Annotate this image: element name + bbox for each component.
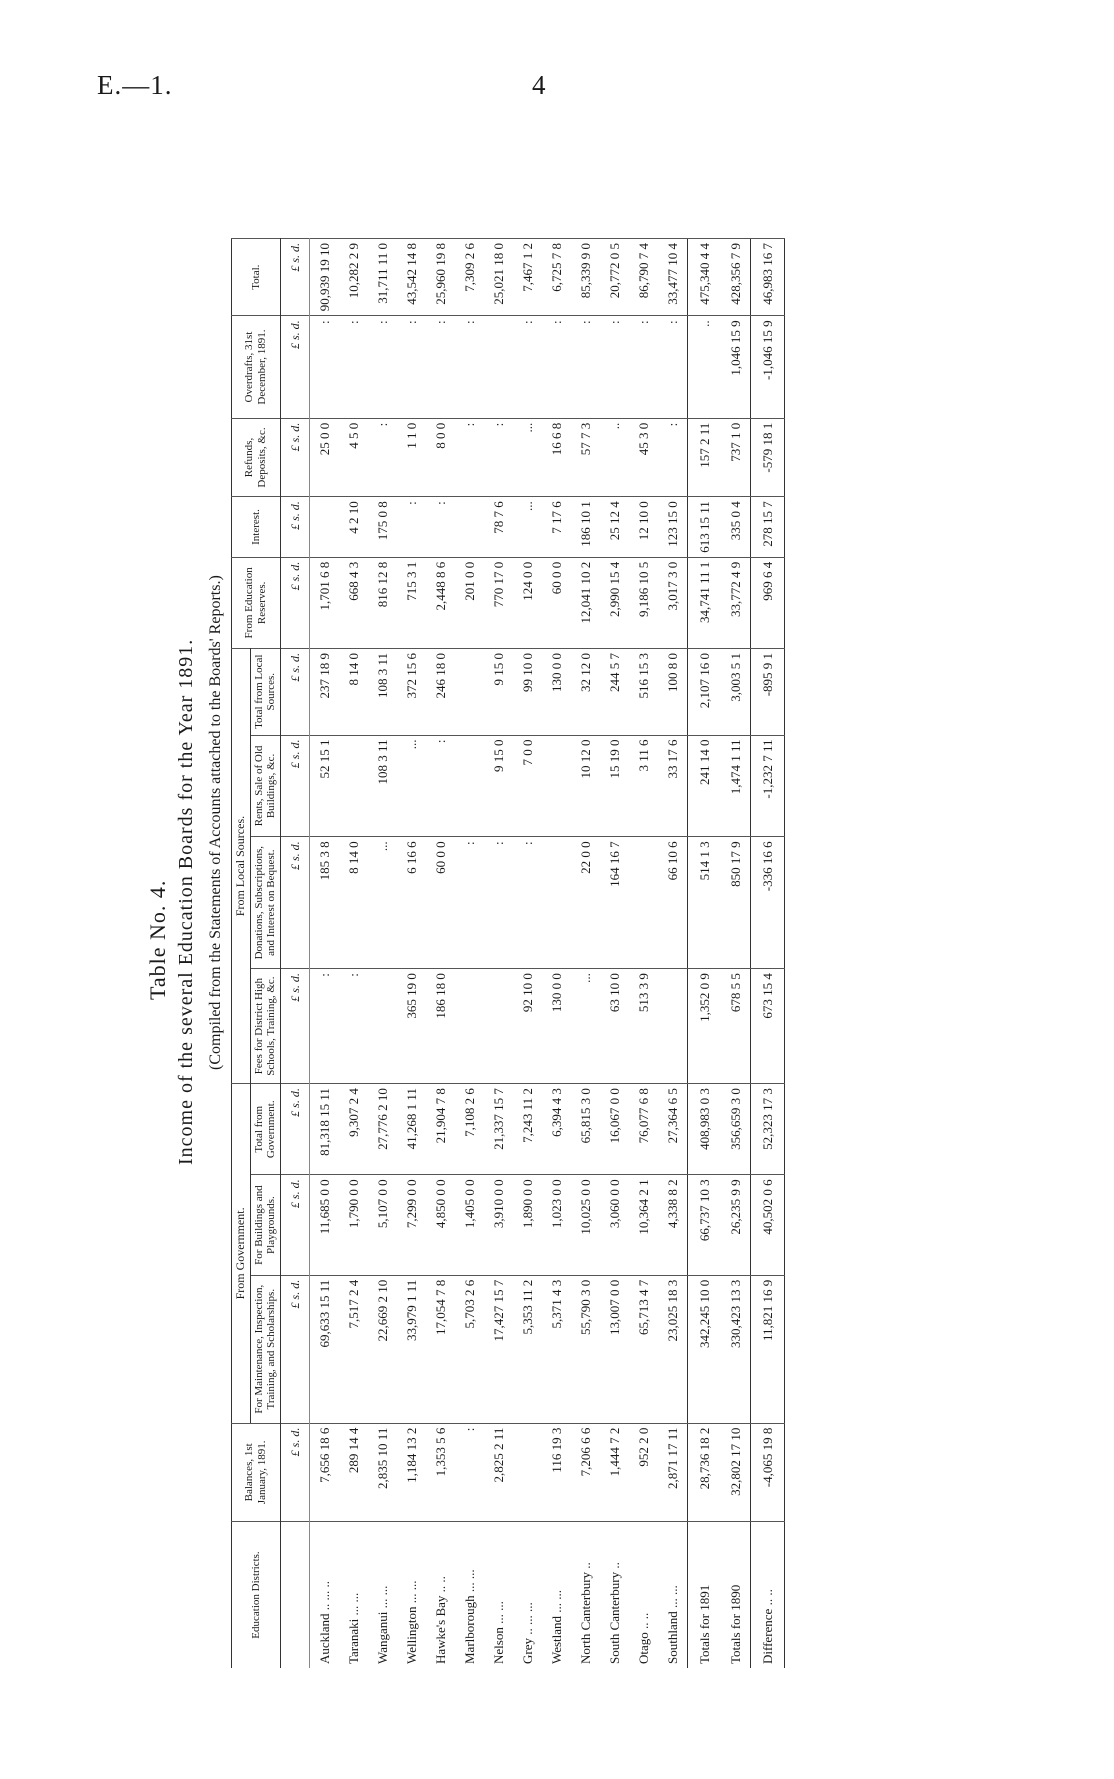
value-cell: 26,235 9 9: [721, 1175, 751, 1275]
col-total: Total.: [232, 239, 281, 316]
value-cell: ...: [397, 735, 426, 837]
table-row: [368, 239, 397, 1669]
col-district: Education Districts.: [232, 1522, 281, 1669]
value-cell: 66,737 10 3: [688, 1175, 722, 1275]
district-name: Westland ... ...: [542, 1522, 571, 1669]
unit-cell: £ s. d.: [281, 1175, 310, 1275]
value-cell: 5,107 0 0: [368, 1175, 397, 1275]
col-overdrafts: Overdrafts, 31st December, 1891.: [232, 316, 281, 418]
value-cell: ...: [513, 497, 542, 558]
page-number: 4: [532, 70, 546, 100]
value-cell: :: [455, 418, 484, 496]
value-cell: 1,701 6 8: [310, 557, 340, 648]
value-cell: 1,352 0 9: [688, 969, 722, 1084]
table-row: [658, 239, 688, 1669]
value-cell: 12 10 0: [629, 497, 658, 558]
value-cell: 16 6 8: [542, 418, 571, 496]
value-cell: 4,338 8 2: [658, 1175, 688, 1275]
value-cell: -1,046 15 9: [751, 316, 785, 418]
value-cell: 186 18 0: [426, 969, 455, 1084]
col-total-local: Total from Local Sources.: [250, 648, 280, 735]
table-row: [455, 239, 484, 1669]
value-cell: :: [658, 418, 688, 496]
value-cell: 27,364 6 5: [658, 1084, 688, 1175]
value-cell: 12,041 10 2: [571, 557, 600, 648]
value-cell: 28,736 18 2: [688, 1423, 722, 1521]
value-cell: 20,772 0 5: [600, 239, 629, 316]
value-cell: [455, 735, 484, 837]
value-cell: :: [484, 837, 513, 969]
value-cell: 10,282 2 9: [339, 239, 368, 316]
value-cell: 8 14 0: [339, 648, 368, 735]
district-name: Grey .. ... ...: [513, 1522, 542, 1669]
unit-cell: £ s. d.: [281, 239, 310, 316]
value-cell: 1,023 0 0: [542, 1175, 571, 1275]
value-cell: 66 10 6: [658, 837, 688, 969]
value-cell: 40,502 0 6: [751, 1175, 785, 1275]
value-cell: 4 5 0: [339, 418, 368, 496]
value-cell: 11,821 16 9: [751, 1275, 785, 1423]
value-cell: [658, 969, 688, 1084]
unit-cell: £ s. d.: [281, 418, 310, 496]
district-name: Otago .. ..: [629, 1522, 658, 1669]
value-cell: :: [426, 735, 455, 837]
value-cell: 246 18 0: [426, 648, 455, 735]
value-cell: 17,427 15 7: [484, 1275, 513, 1423]
value-cell: 356,659 3 0: [721, 1084, 751, 1175]
table-body: [281, 239, 785, 1669]
value-cell: :: [455, 837, 484, 969]
value-cell: [542, 735, 571, 837]
value-cell: 45 3 0: [629, 418, 658, 496]
value-cell: 2,871 17 11: [658, 1423, 688, 1521]
value-cell: :: [368, 418, 397, 496]
table-title: Income of the several Education Boards for the Year 1891.: [175, 638, 197, 1165]
value-cell: ..: [688, 316, 722, 418]
value-cell: 7,243 11 2: [513, 1084, 542, 1175]
district-name: Taranaki ... ...: [339, 1522, 368, 1669]
value-cell: :: [426, 497, 455, 558]
col-buildings: For Buildings and Playgrounds.: [250, 1175, 280, 1275]
value-cell: 1,790 0 0: [339, 1175, 368, 1275]
table-row: [629, 239, 658, 1669]
col-rents: Rents, Sale of Old Buildings, &c.: [250, 735, 280, 837]
value-cell: 241 14 0: [688, 735, 722, 837]
district-name: Hawke's Bay .. ..: [426, 1522, 455, 1669]
value-cell: :: [513, 316, 542, 418]
unit-cell: £ s. d.: [281, 969, 310, 1084]
value-cell: 57 7 3: [571, 418, 600, 496]
value-cell: 7,108 2 6: [455, 1084, 484, 1175]
value-cell: 4 2 10: [339, 497, 368, 558]
value-cell: 46,983 16 7: [751, 239, 785, 316]
table-row: [688, 239, 722, 1669]
value-cell: 3 11 6: [629, 735, 658, 837]
district-name: Nelson ... ...: [484, 1522, 513, 1669]
value-cell: ..: [600, 418, 629, 496]
value-cell: 25,960 19 8: [426, 239, 455, 316]
value-cell: :: [658, 316, 688, 418]
value-cell: -4,065 19 8: [751, 1423, 785, 1521]
table-row: [542, 239, 571, 1669]
value-cell: 715 3 1: [397, 557, 426, 648]
value-cell: :: [629, 316, 658, 418]
value-cell: 4,850 0 0: [426, 1175, 455, 1275]
value-cell: 7 0 0: [513, 735, 542, 837]
value-cell: 3,060 0 0: [600, 1175, 629, 1275]
value-cell: 10,364 2 1: [629, 1175, 658, 1275]
value-cell: :: [310, 969, 340, 1084]
value-cell: 25 0 0: [310, 418, 340, 496]
table-row: [751, 239, 785, 1669]
units-row: [281, 239, 310, 1669]
value-cell: [629, 837, 658, 969]
value-cell: 10,025 0 0: [571, 1175, 600, 1275]
value-cell: 65,713 4 7: [629, 1275, 658, 1423]
table-row: [339, 239, 368, 1669]
value-cell: 7,309 2 6: [455, 239, 484, 316]
value-cell: :: [368, 316, 397, 418]
value-cell: 1,353 5 6: [426, 1423, 455, 1521]
value-cell: 21,337 15 7: [484, 1084, 513, 1175]
table-row: [484, 239, 513, 1669]
value-cell: 175 0 8: [368, 497, 397, 558]
value-cell: :: [455, 1423, 484, 1521]
value-cell: 673 15 4: [751, 969, 785, 1084]
value-cell: 516 15 3: [629, 648, 658, 735]
value-cell: 157 2 11: [688, 418, 722, 496]
value-cell: 9 15 0: [484, 648, 513, 735]
value-cell: 2,107 16 0: [688, 648, 722, 735]
district-name: Wanganui ... ...: [368, 1522, 397, 1669]
col-refunds: Refunds, Deposits, &c.: [232, 418, 281, 496]
value-cell: 130 0 0: [542, 648, 571, 735]
unit-cell: £ s. d.: [281, 1423, 310, 1521]
value-cell: 8 0 0: [426, 418, 455, 496]
value-cell: ...: [571, 969, 600, 1084]
district-name: Auckland .. ... ..: [310, 1522, 340, 1669]
value-cell: 850 17 9: [721, 837, 751, 969]
value-cell: -1,232 7 11: [751, 735, 785, 837]
table-row: [721, 239, 751, 1669]
table-row: [571, 239, 600, 1669]
value-cell: 130 0 0: [542, 969, 571, 1084]
value-cell: 32,802 17 10: [721, 1423, 751, 1521]
value-cell: [455, 648, 484, 735]
value-cell: 164 16 7: [600, 837, 629, 969]
value-cell: -895 9 1: [751, 648, 785, 735]
value-cell: :: [397, 497, 426, 558]
unit-cell: £ s. d.: [281, 497, 310, 558]
value-cell: 124 0 0: [513, 557, 542, 648]
value-cell: 116 19 3: [542, 1423, 571, 1521]
district-name: Southland ... ...: [658, 1522, 688, 1669]
value-cell: 99 10 0: [513, 648, 542, 735]
page-id: E.—1.: [97, 70, 173, 100]
value-cell: 5,703 2 6: [455, 1275, 484, 1423]
value-cell: :: [542, 316, 571, 418]
value-cell: 185 3 8: [310, 837, 340, 969]
value-cell: 65,815 3 0: [571, 1084, 600, 1175]
value-cell: 278 15 7: [751, 497, 785, 558]
value-cell: 13,007 0 0: [600, 1275, 629, 1423]
group-government: From Government.: [232, 1084, 251, 1424]
value-cell: 86,790 7 4: [629, 239, 658, 316]
value-cell: :: [484, 418, 513, 496]
value-cell: 1,405 0 0: [455, 1175, 484, 1275]
unit-cell: £ s. d.: [281, 735, 310, 837]
value-cell: 7,206 6 6: [571, 1423, 600, 1521]
district-name: Totals for 1891: [688, 1522, 722, 1669]
col-total-gov: Total from Government.: [250, 1084, 280, 1175]
district-name: Totals for 1890: [721, 1522, 751, 1669]
value-cell: 2,448 8 6: [426, 557, 455, 648]
value-cell: [542, 837, 571, 969]
table-number: Table No. 4.: [145, 879, 170, 1000]
value-cell: 5,353 11 2: [513, 1275, 542, 1423]
value-cell: 21,904 7 8: [426, 1084, 455, 1175]
value-cell: 678 5 5: [721, 969, 751, 1084]
value-cell: 244 5 7: [600, 648, 629, 735]
value-cell: 365 19 0: [397, 969, 426, 1084]
value-cell: 2,835 10 11: [368, 1423, 397, 1521]
value-cell: 2,990 15 4: [600, 557, 629, 648]
value-cell: 9,186 10 5: [629, 557, 658, 648]
value-cell: 514 1 3: [688, 837, 722, 969]
value-cell: 3,003 5 1: [721, 648, 751, 735]
value-cell: 11,685 0 0: [310, 1175, 340, 1275]
value-cell: 237 18 9: [310, 648, 340, 735]
value-cell: 3,017 3 0: [658, 557, 688, 648]
units-blank-cell: [281, 1522, 310, 1669]
rotated-table-container: [231, 238, 931, 1668]
value-cell: 7 17 6: [542, 497, 571, 558]
value-cell: 969 6 4: [751, 557, 785, 648]
value-cell: [484, 316, 513, 418]
value-cell: [310, 497, 340, 558]
value-cell: 27,776 2 10: [368, 1084, 397, 1175]
value-cell: 78 7 6: [484, 497, 513, 558]
value-cell: -579 18 1: [751, 418, 785, 496]
value-cell: 52,323 17 3: [751, 1084, 785, 1175]
value-cell: 6 16 6: [397, 837, 426, 969]
value-cell: 90,939 19 10: [310, 239, 340, 316]
value-cell: 33,979 1 11: [397, 1275, 426, 1423]
value-cell: :: [455, 316, 484, 418]
value-cell: 7,299 0 0: [397, 1175, 426, 1275]
value-cell: 76,077 6 8: [629, 1084, 658, 1175]
value-cell: 16,067 0 0: [600, 1084, 629, 1175]
value-cell: 475,340 4 4: [688, 239, 722, 316]
value-cell: 17,054 7 8: [426, 1275, 455, 1423]
value-cell: :: [513, 837, 542, 969]
value-cell: 6,725 7 8: [542, 239, 571, 316]
value-cell: ...: [368, 837, 397, 969]
col-interest: Interest.: [232, 497, 281, 558]
value-cell: 1 1 0: [397, 418, 426, 496]
col-fees: Fees for District High Schools, Training, &c.: [250, 969, 280, 1084]
value-cell: 92 10 0: [513, 969, 542, 1084]
value-cell: -336 16 6: [751, 837, 785, 969]
value-cell: :: [339, 316, 368, 418]
value-cell: [455, 497, 484, 558]
value-cell: 1,890 0 0: [513, 1175, 542, 1275]
value-cell: 335 0 4: [721, 497, 751, 558]
group-local: From Local Sources.: [232, 648, 251, 1083]
value-cell: 100 8 0: [658, 648, 688, 735]
value-cell: :: [397, 316, 426, 418]
value-cell: 15 19 0: [600, 735, 629, 837]
unit-cell: £ s. d.: [281, 837, 310, 969]
unit-cell: £ s. d.: [281, 1084, 310, 1175]
table-subtitle: (Compiled from the Statements of Accounts attached to the Boards' Reports.): [207, 575, 224, 1070]
value-cell: 1,474 1 11: [721, 735, 751, 837]
value-cell: 52 15 1: [310, 735, 340, 837]
value-cell: 8 14 0: [339, 837, 368, 969]
value-cell: 33 17 6: [658, 735, 688, 837]
value-cell: [368, 969, 397, 1084]
value-cell: 34,741 11 1: [688, 557, 722, 648]
value-cell: 123 15 0: [658, 497, 688, 558]
value-cell: 22,669 2 10: [368, 1275, 397, 1423]
unit-cell: £ s. d.: [281, 1275, 310, 1423]
value-cell: 5,371 4 3: [542, 1275, 571, 1423]
value-cell: 513 3 9: [629, 969, 658, 1084]
value-cell: :: [426, 316, 455, 418]
value-cell: 9 15 0: [484, 735, 513, 837]
value-cell: 10 12 0: [571, 735, 600, 837]
value-cell: [513, 1423, 542, 1521]
value-cell: 33,477 10 4: [658, 239, 688, 316]
col-reserves: From Education Reserves.: [232, 557, 281, 648]
value-cell: :: [571, 316, 600, 418]
value-cell: 25 12 4: [600, 497, 629, 558]
value-cell: 33,772 4 9: [721, 557, 751, 648]
value-cell: 6,394 4 3: [542, 1084, 571, 1175]
value-cell: 63 10 0: [600, 969, 629, 1084]
value-cell: 737 1 0: [721, 418, 751, 496]
value-cell: :: [339, 969, 368, 1084]
value-cell: 330,423 13 3: [721, 1275, 751, 1423]
value-cell: 201 0 0: [455, 557, 484, 648]
value-cell: 108 3 11: [368, 648, 397, 735]
value-cell: 41,268 1 11: [397, 1084, 426, 1175]
income-table: [231, 238, 785, 1668]
value-cell: [339, 735, 368, 837]
value-cell: 613 15 11: [688, 497, 722, 558]
value-cell: 25,021 18 0: [484, 239, 513, 316]
value-cell: 60 0 0: [542, 557, 571, 648]
value-cell: 342,245 10 0: [688, 1275, 722, 1423]
value-cell: :: [600, 316, 629, 418]
value-cell: 108 3 11: [368, 735, 397, 837]
district-name: South Canterbury ..: [600, 1522, 629, 1669]
value-cell: 22 0 0: [571, 837, 600, 969]
value-cell: 1,046 15 9: [721, 316, 751, 418]
value-cell: 60 0 0: [426, 837, 455, 969]
district-name: Wellington ... ...: [397, 1522, 426, 1669]
table-row: [600, 239, 629, 1669]
value-cell: 372 15 6: [397, 648, 426, 735]
unit-cell: £ s. d.: [281, 648, 310, 735]
value-cell: ...: [513, 418, 542, 496]
table-row: [310, 239, 340, 1669]
value-cell: 3,910 0 0: [484, 1175, 513, 1275]
value-cell: 7,656 18 6: [310, 1423, 340, 1521]
value-cell: 43,542 14 8: [397, 239, 426, 316]
col-maintenance: For Maintenance, Inspection, Training, and Scholarships.: [250, 1275, 280, 1423]
unit-cell: £ s. d.: [281, 557, 310, 648]
value-cell: 32 12 0: [571, 648, 600, 735]
district-name: North Canterbury ..: [571, 1522, 600, 1669]
table-row: [397, 239, 426, 1669]
table-row: [513, 239, 542, 1669]
value-cell: 186 10 1: [571, 497, 600, 558]
value-cell: 9,307 2 4: [339, 1084, 368, 1175]
value-cell: 770 17 0: [484, 557, 513, 648]
value-cell: 7,517 2 4: [339, 1275, 368, 1423]
value-cell: 23,025 18 3: [658, 1275, 688, 1423]
value-cell: 1,444 7 2: [600, 1423, 629, 1521]
col-donations: Donations, Subscriptions, and Interest on Bequest.: [250, 837, 280, 969]
value-cell: 428,356 7 9: [721, 239, 751, 316]
value-cell: 1,184 13 2: [397, 1423, 426, 1521]
district-name: Marlborough ... ...: [455, 1522, 484, 1669]
value-cell: 69,633 15 11: [310, 1275, 340, 1423]
district-name: Difference .. ..: [751, 1522, 785, 1669]
value-cell: 31,711 11 0: [368, 239, 397, 316]
value-cell: :: [310, 316, 340, 418]
value-cell: 289 14 4: [339, 1423, 368, 1521]
value-cell: 408,983 0 3: [688, 1084, 722, 1175]
value-cell: 55,790 3 0: [571, 1275, 600, 1423]
value-cell: 668 4 3: [339, 557, 368, 648]
value-cell: [484, 969, 513, 1084]
value-cell: 7,467 1 2: [513, 239, 542, 316]
value-cell: 952 2 0: [629, 1423, 658, 1521]
value-cell: 2,825 2 11: [484, 1423, 513, 1521]
unit-cell: £ s. d.: [281, 316, 310, 418]
value-cell: 85,339 9 0: [571, 239, 600, 316]
value-cell: [455, 969, 484, 1084]
value-cell: 816 12 8: [368, 557, 397, 648]
col-balances: Balances, 1st January, 1891.: [232, 1423, 281, 1521]
value-cell: 81,318 15 11: [310, 1084, 340, 1175]
table-row: [426, 239, 455, 1669]
